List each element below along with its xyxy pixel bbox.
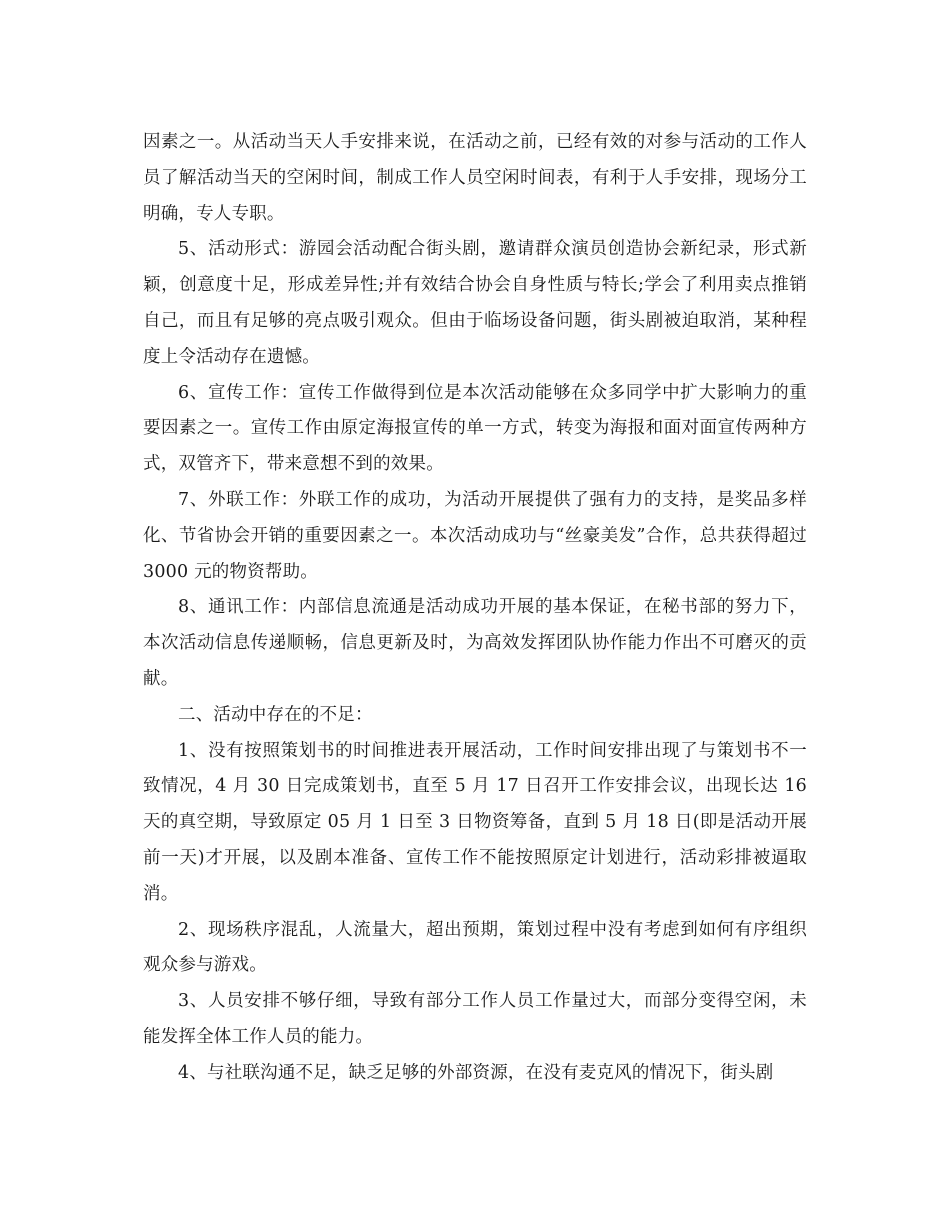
- paragraph-activity-format: 5、活动形式：游园会活动配合街头剧，邀请群众演员创造协会新纪录，形式新颖，创意度十足，形成差异性;并有效结合协会自身性质与特长;学会了利用卖点推销自己，而且有足够的亮点吸引观众。但由于临场设备问题，街头剧被迫取消，某种程度上令活动存在遗憾。: [143, 239, 807, 367]
- document-body: [143, 125, 807, 1092]
- paragraph-communication-work: 8、通讯工作：内部信息流通是活动成功开展的基本保证，在秘书部的努力下，本次活动信息传递顺畅，信息更新及时，为高效发挥团队协作能力作出不可磨灭的贡献。: [143, 597, 807, 689]
- paragraph-shortcoming-3: 3、人员安排不够仔细，导致有部分工作人员工作量过大，而部分变得空闲，未能发挥全体工作人员的能力。: [143, 991, 807, 1047]
- paragraph-shortcoming-1: 1、没有按照策划书的时间推进表开展活动，工作时间安排出现了与策划书不一致情况，4 月 30 日完成策划书，直至 5 月 17 日召开工作安排会议，出现长达 16 天的真空期，导致原定 05 月 1 日至 3 日物资筹备，直到 5 月 18 日(即是活动开展前一天)才开展，以及剧本准备、宣传工作不能按照原定计划进行，活动彩排被逼取消。: [143, 740, 807, 904]
- paragraph-publicity-work: 6、宣传工作：宣传工作做得到位是本次活动能够在众多同学中扩大影响力的重要因素之一。宣传工作由原定海报宣传的单一方式，转变为海报和面对面宣传两种方式，双管齐下，带来意想不到的效果。: [143, 382, 807, 475]
- section-heading-shortcomings: 二、活动中存在的不足：: [178, 704, 373, 725]
- paragraph-shortcoming-4: 4、与社联沟通不足，缺乏足够的外部资源，在没有麦克风的情况下，街头剧: [178, 1062, 774, 1083]
- paragraph-continuation: 因素之一。从活动当天人手安排来说，在活动之前，已经有效的对参与活动的工作人员了解活动当天的空闲时间，制成工作人员空闲时间表，有利于人手安排，现场分工明确，专人专职。: [143, 132, 807, 224]
- paragraph-shortcoming-2: 2、现场秩序混乱，人流量大，超出预期，策划过程中没有考虑到如何有序组织观众参与游戏。: [143, 919, 807, 976]
- paragraph-external-relations: 7、外联工作：外联工作的成功，为活动开展提供了强有力的支持，是奖品多样化、节省协会开销的重要因素之一。本次活动成功与“丝豪美发”合作，总共获得超过 3000 元的物资帮助。: [143, 489, 807, 582]
